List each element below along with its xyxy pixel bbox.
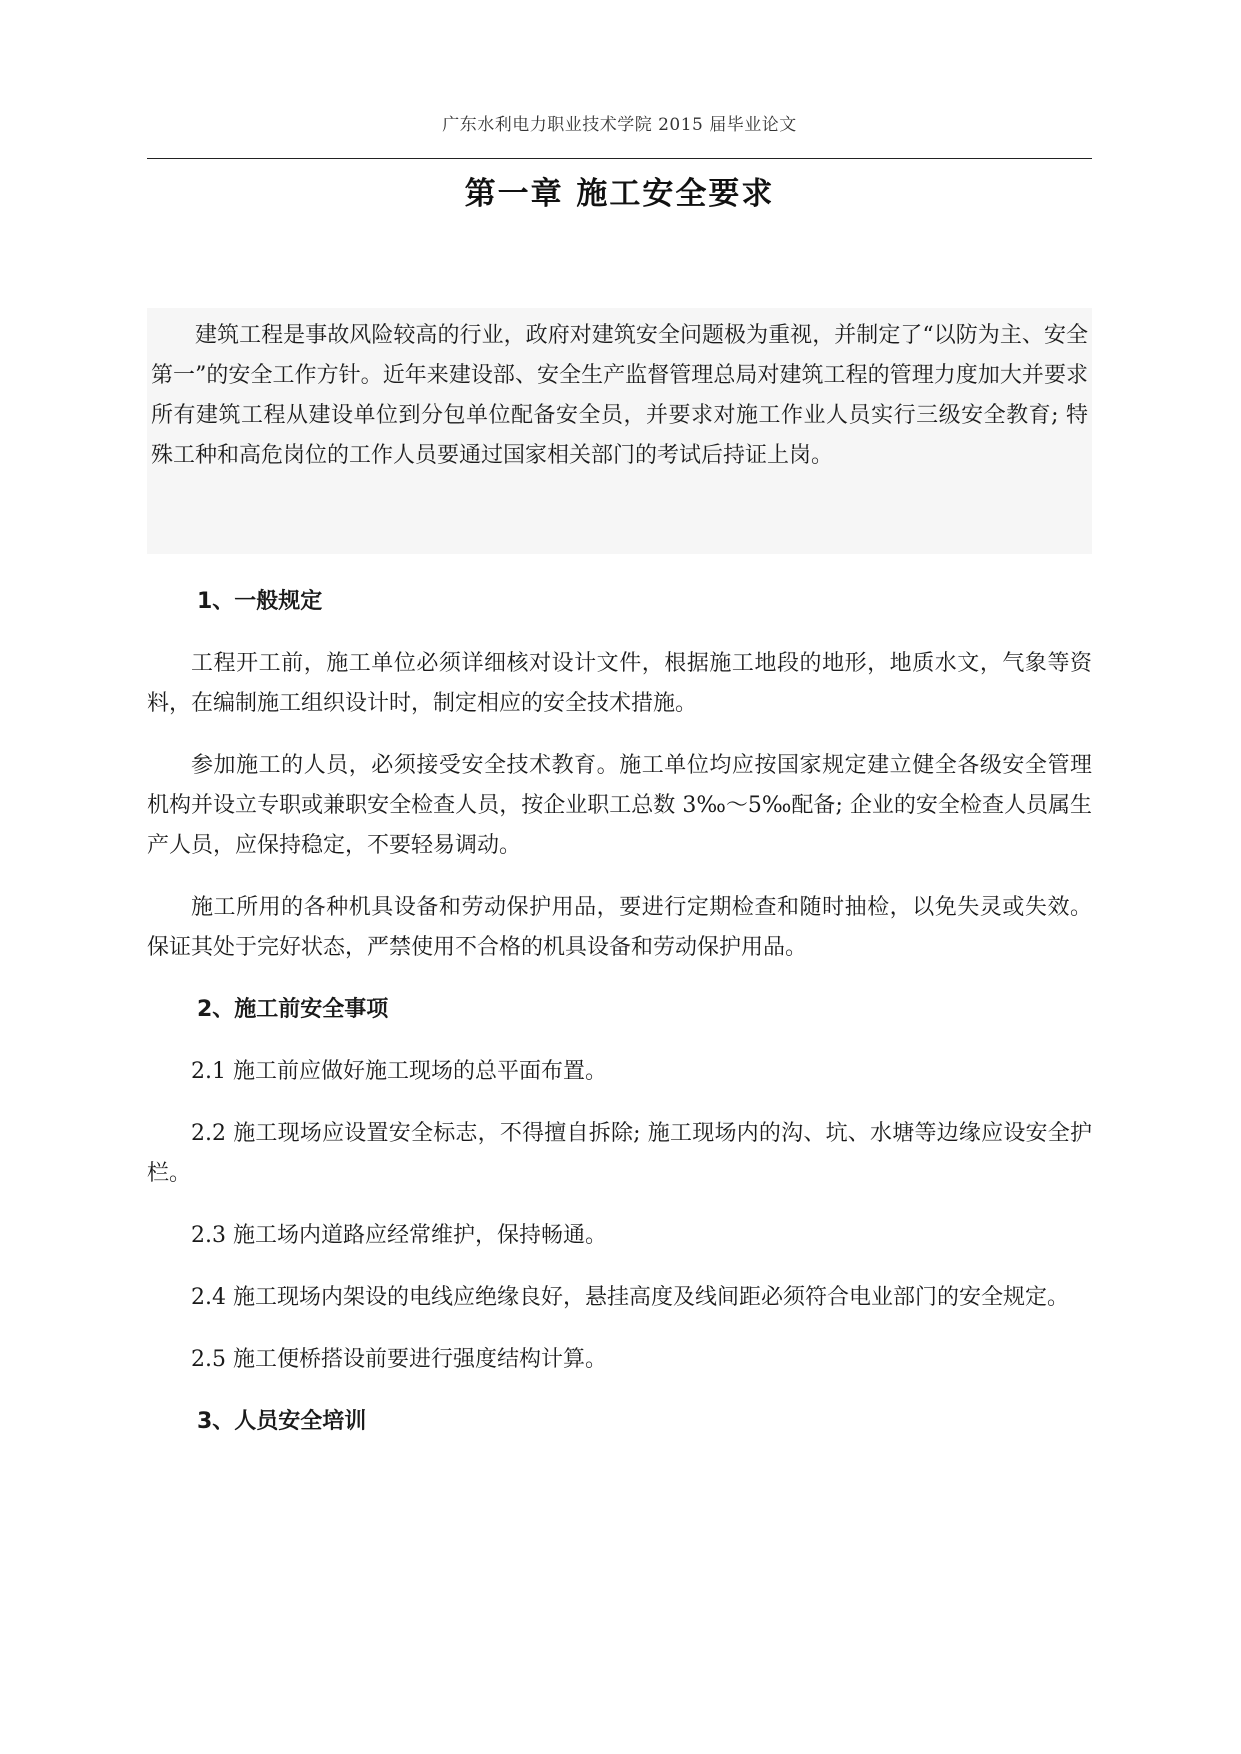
body-content [147,582,1092,1464]
list-item: 2.1 施工前应做好施工现场的总平面布置。 [191,1059,607,1084]
list-item: 2.2 施工现场应设置安全标志，不得擅自拆除; 施工现场内的沟、坑、水塘等边缘应设安全护栏。 [147,1121,1092,1186]
intro-paragraph: 建筑工程是事故风险较高的行业，政府对建筑安全问题极为重视，并制定了“以防为主、安全第一”的安全工作方针。近年来建设部、安全生产监督管理总局对建筑工程的管理力度加大并要求所有建筑工程从建设单位到分包单位配备安全员，并要求对施工作业人员实行三级安全教育; 特殊工种和高危岗位的工作人员要通过国家相关部门的考试后持证上岗。 [151,323,1088,468]
section-heading-safety-training: 3、人员安全培训 [197,1409,367,1434]
paragraph: 参加施工的人员，必须接受安全技术教育。施工单位均应按国家规定建立健全各级安全管理机构并设立专职或兼职安全检查人员，按企业职工总数 3‰～5‰配备; 企业的安全检查人员属生产人员，应保持稳定，不要轻易调动。 [147,753,1092,858]
running-header: 广东水利电力职业技术学院 2015 届毕业论文 [442,115,797,135]
list-item: 2.4 施工现场内架设的电线应绝缘良好，悬挂高度及线间距必须符合电业部门的安全规定。 [191,1285,1069,1310]
section-heading-pre-construction: 2、施工前安全事项 [197,997,389,1022]
chapter-title: 第一章 施工安全要求 [464,176,775,212]
section-heading-general-rules: 1、一般规定 [197,589,323,614]
paragraph: 工程开工前，施工单位必须详细核对设计文件，根据施工地段的地形，地质水文，气象等资料，在编制施工组织设计时，制定相应的安全技术措施。 [147,651,1092,716]
list-item: 2.5 施工便桥搭设前要进行强度结构计算。 [191,1347,607,1372]
paragraph: 施工所用的各种机具设备和劳动保护用品，要进行定期检查和随时抽检，以免失灵或失效。保证其处于完好状态，严禁使用不合格的机具设备和劳动保护用品。 [147,895,1092,960]
list-item: 2.3 施工场内道路应经常维护，保持畅通。 [191,1223,607,1248]
intro-block [147,308,1092,554]
header-rule [147,158,1092,159]
